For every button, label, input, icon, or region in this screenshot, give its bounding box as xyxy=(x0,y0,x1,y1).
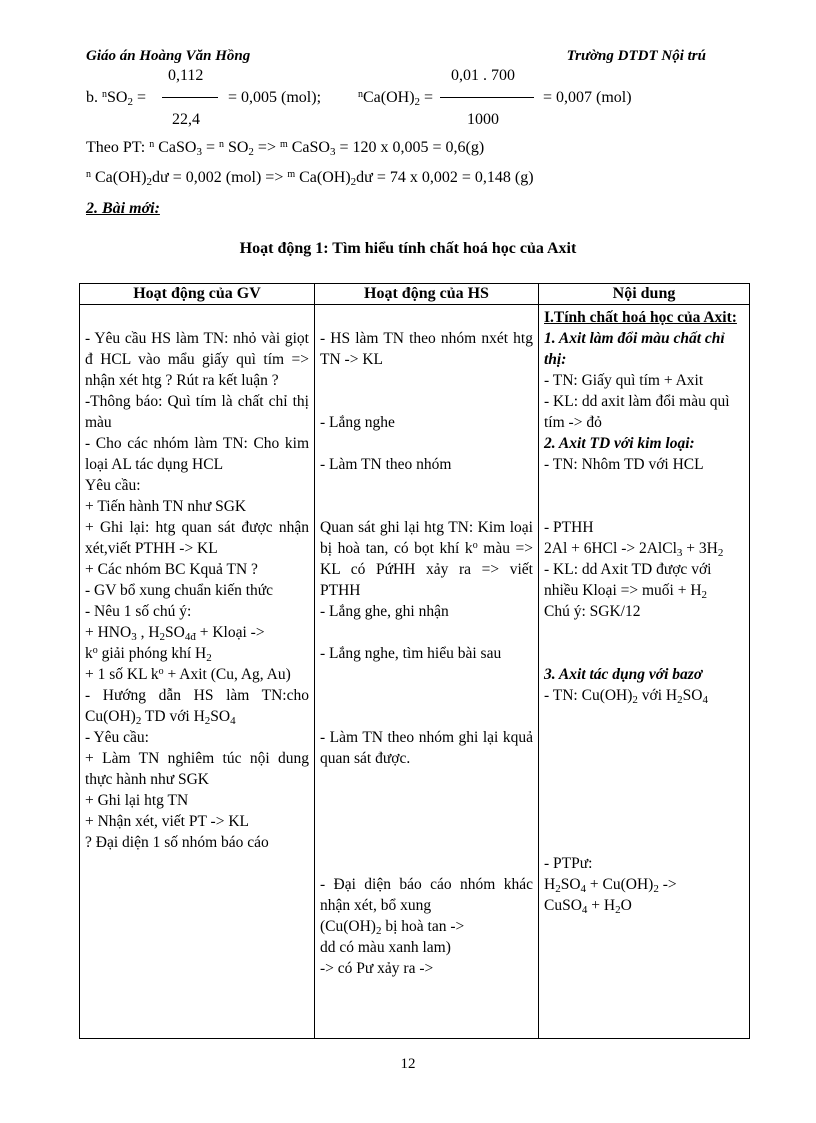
fraction-bar-caoh2 xyxy=(440,97,534,98)
gv-item: + Ghi lại: htg quan sát được nhận xét,viết PTHH -> KL xyxy=(85,519,309,557)
content-equation: CuSO$_4$ + $H_2O$ xyxy=(544,897,632,916)
calc-line-b: b. $^nSO_2$ = xyxy=(86,89,146,108)
table-body-row xyxy=(80,305,750,1039)
calc-line-theo-pt: Theo PT: $^n$ CaSO$_3$ = $^n$ $SO_2 => ^m$ CaSO$_3$ = 120 x 0,005 = 0,6(g) xyxy=(86,139,485,158)
header-school: Trường DTDT Nội trú xyxy=(566,48,706,64)
hs-item: - Lắng ghe, ghi nhận xyxy=(320,603,449,620)
gv-item: + Ghi lại htg TN xyxy=(85,792,189,809)
content-subheading: 3. Axit tác dụng với bazơ xyxy=(544,666,703,683)
gv-item-note: + $HNO_3$ , $H_2SO_{4đ}$ + Kloại -> xyxy=(85,624,265,643)
gv-item: + Các nhóm BC Kquả TN ? xyxy=(85,561,258,578)
gv-item: ? Đại diện 1 số nhóm báo cáo xyxy=(85,834,269,851)
gv-item: - Cho các nhóm làm TN: Cho kim loại AL tác dụng HCL xyxy=(85,435,309,473)
fraction-so2-denominator: 22,4 xyxy=(172,111,200,128)
cell-gv xyxy=(80,305,315,1039)
header-author: Giáo án Hoàng Văn Hồng xyxy=(86,48,251,64)
calc-line-excess: $^n$ $Ca(OH)_2dư = 0,002$ (mol) => $^m$ $Ca(OH)_2dư = 74$ x 0,002 = 0,148 (g) xyxy=(86,169,534,188)
page-number: 12 xyxy=(400,1056,416,1072)
header-gv: Hoạt động của GV xyxy=(80,284,315,305)
caoh2-label: $^nCa(OH)_2$ = xyxy=(358,89,434,108)
gv-item: + Tiến hành TN như SGK xyxy=(85,498,247,515)
fraction-caoh2-numerator: 0,01 . 700 xyxy=(451,67,515,84)
content-subheading: 1. Axit làm đổi màu chất chỉ thị: xyxy=(544,330,725,368)
content-heading: I.Tính chất hoá học của Axit: xyxy=(544,309,737,326)
hs-item: - Làm TN theo nhóm ghi lại kquả quan sát được. xyxy=(320,729,533,767)
gv-item-note: $k^o$ giải phóng khí $H_2$ xyxy=(85,645,212,664)
content-item: - TN: Giấy quì tím + Axit xyxy=(544,372,704,389)
gv-item: Yêu cầu: xyxy=(85,477,141,494)
fraction-so2-numerator: 0,112 xyxy=(168,67,204,84)
caoh2-result: = 0,007 (mol) xyxy=(543,89,632,106)
hs-item: -> có Pư xảy ra -> xyxy=(320,960,434,977)
gv-item: -Thông báo: Quì tím là chất chỉ thị màu xyxy=(85,393,309,431)
hs-item: dd có màu xanh lam) xyxy=(320,939,451,956)
gv-item: + Nhận xét, viết PT -> KL xyxy=(85,813,249,830)
cell-hs xyxy=(315,305,539,1039)
gv-item-note: + 1 số KL $k^o$ + Axit (Cu, Ag, Au) xyxy=(85,666,291,683)
header-noidung: Nội dung xyxy=(539,284,750,305)
so2-result: = 0,005 (mol); xyxy=(228,89,322,106)
section-title: 2. Bài mới: xyxy=(86,200,160,217)
hs-item: - Lắng nghe xyxy=(320,414,395,431)
table-header-row xyxy=(80,284,750,305)
gv-item: - Nêu 1 số chú ý: xyxy=(85,603,192,620)
content-item: - PTHH xyxy=(544,519,594,536)
content-item: - KL: dd axit làm đổi màu quì tím -> đỏ xyxy=(544,393,730,431)
fraction-caoh2-denominator: 1000 xyxy=(467,111,499,128)
gv-item: - Yêu cầu HS làm TN: nhỏ vài giọt đ HCL vào mẩu giấy quì tím => nhận xét htg ? Rút ra kết luận ? xyxy=(85,330,309,389)
hs-item: ($Cu(OH)_2$ bị hoà tan -> xyxy=(320,918,465,937)
gv-item: - Yêu cầu: xyxy=(85,729,149,746)
content-item: Chú ý: SGK/12 xyxy=(544,603,641,620)
content-equation: 2Al + 6HCl -> 2AlCl$_3$ + $3H_2$ xyxy=(544,540,724,559)
gv-item: - GV bổ xung chuẩn kiến thức xyxy=(85,582,274,599)
content-item: - KL: dd Axit TD được với nhiều Kloại => muối + $H_2$ xyxy=(544,561,712,601)
content-subheading: 2. Axit TD với kim loại: xyxy=(544,435,695,452)
header-hs: Hoạt động của HS xyxy=(315,284,539,305)
content-equation: $H_2SO_4 + Cu(OH)_2$ -> xyxy=(544,876,677,895)
hs-item: Quan sát ghi lại htg TN: Kim loại bị hoà tan, có bọt khí $k^o$ màu => KL có PứHH xảy ra => viết PTHH xyxy=(320,519,534,599)
content-item: - TN: $Cu(OH)_2$ với $H_2SO_4$ xyxy=(544,687,708,706)
gv-item: + Làm TN nghiêm túc nội dung thực hành như SGK xyxy=(85,750,309,788)
page-header xyxy=(86,48,706,68)
content-item: - TN: Nhôm TD với HCL xyxy=(544,456,704,473)
hs-item: - Đại diện báo cáo nhóm khác nhận xét, bổ xung xyxy=(320,876,533,914)
hs-item: - Lắng nghe, tìm hiểu bài sau xyxy=(320,645,502,662)
activity-title: Hoạt động 1: Tìm hiểu tính chất hoá học của Axit xyxy=(239,240,577,257)
content-item: - PTPư: xyxy=(544,855,593,872)
cell-noidung xyxy=(539,305,750,1039)
hs-item: - Làm TN theo nhóm xyxy=(320,456,452,473)
fraction-bar-so2 xyxy=(162,97,218,98)
lesson-table xyxy=(79,283,750,1039)
gv-item: - Hướng dẫn HS làm TN:cho $Cu(OH)_2$ TD với $H_2SO_4$ xyxy=(85,687,309,727)
hs-item: - HS làm TN theo nhóm nxét htg TN -> KL xyxy=(320,330,533,368)
